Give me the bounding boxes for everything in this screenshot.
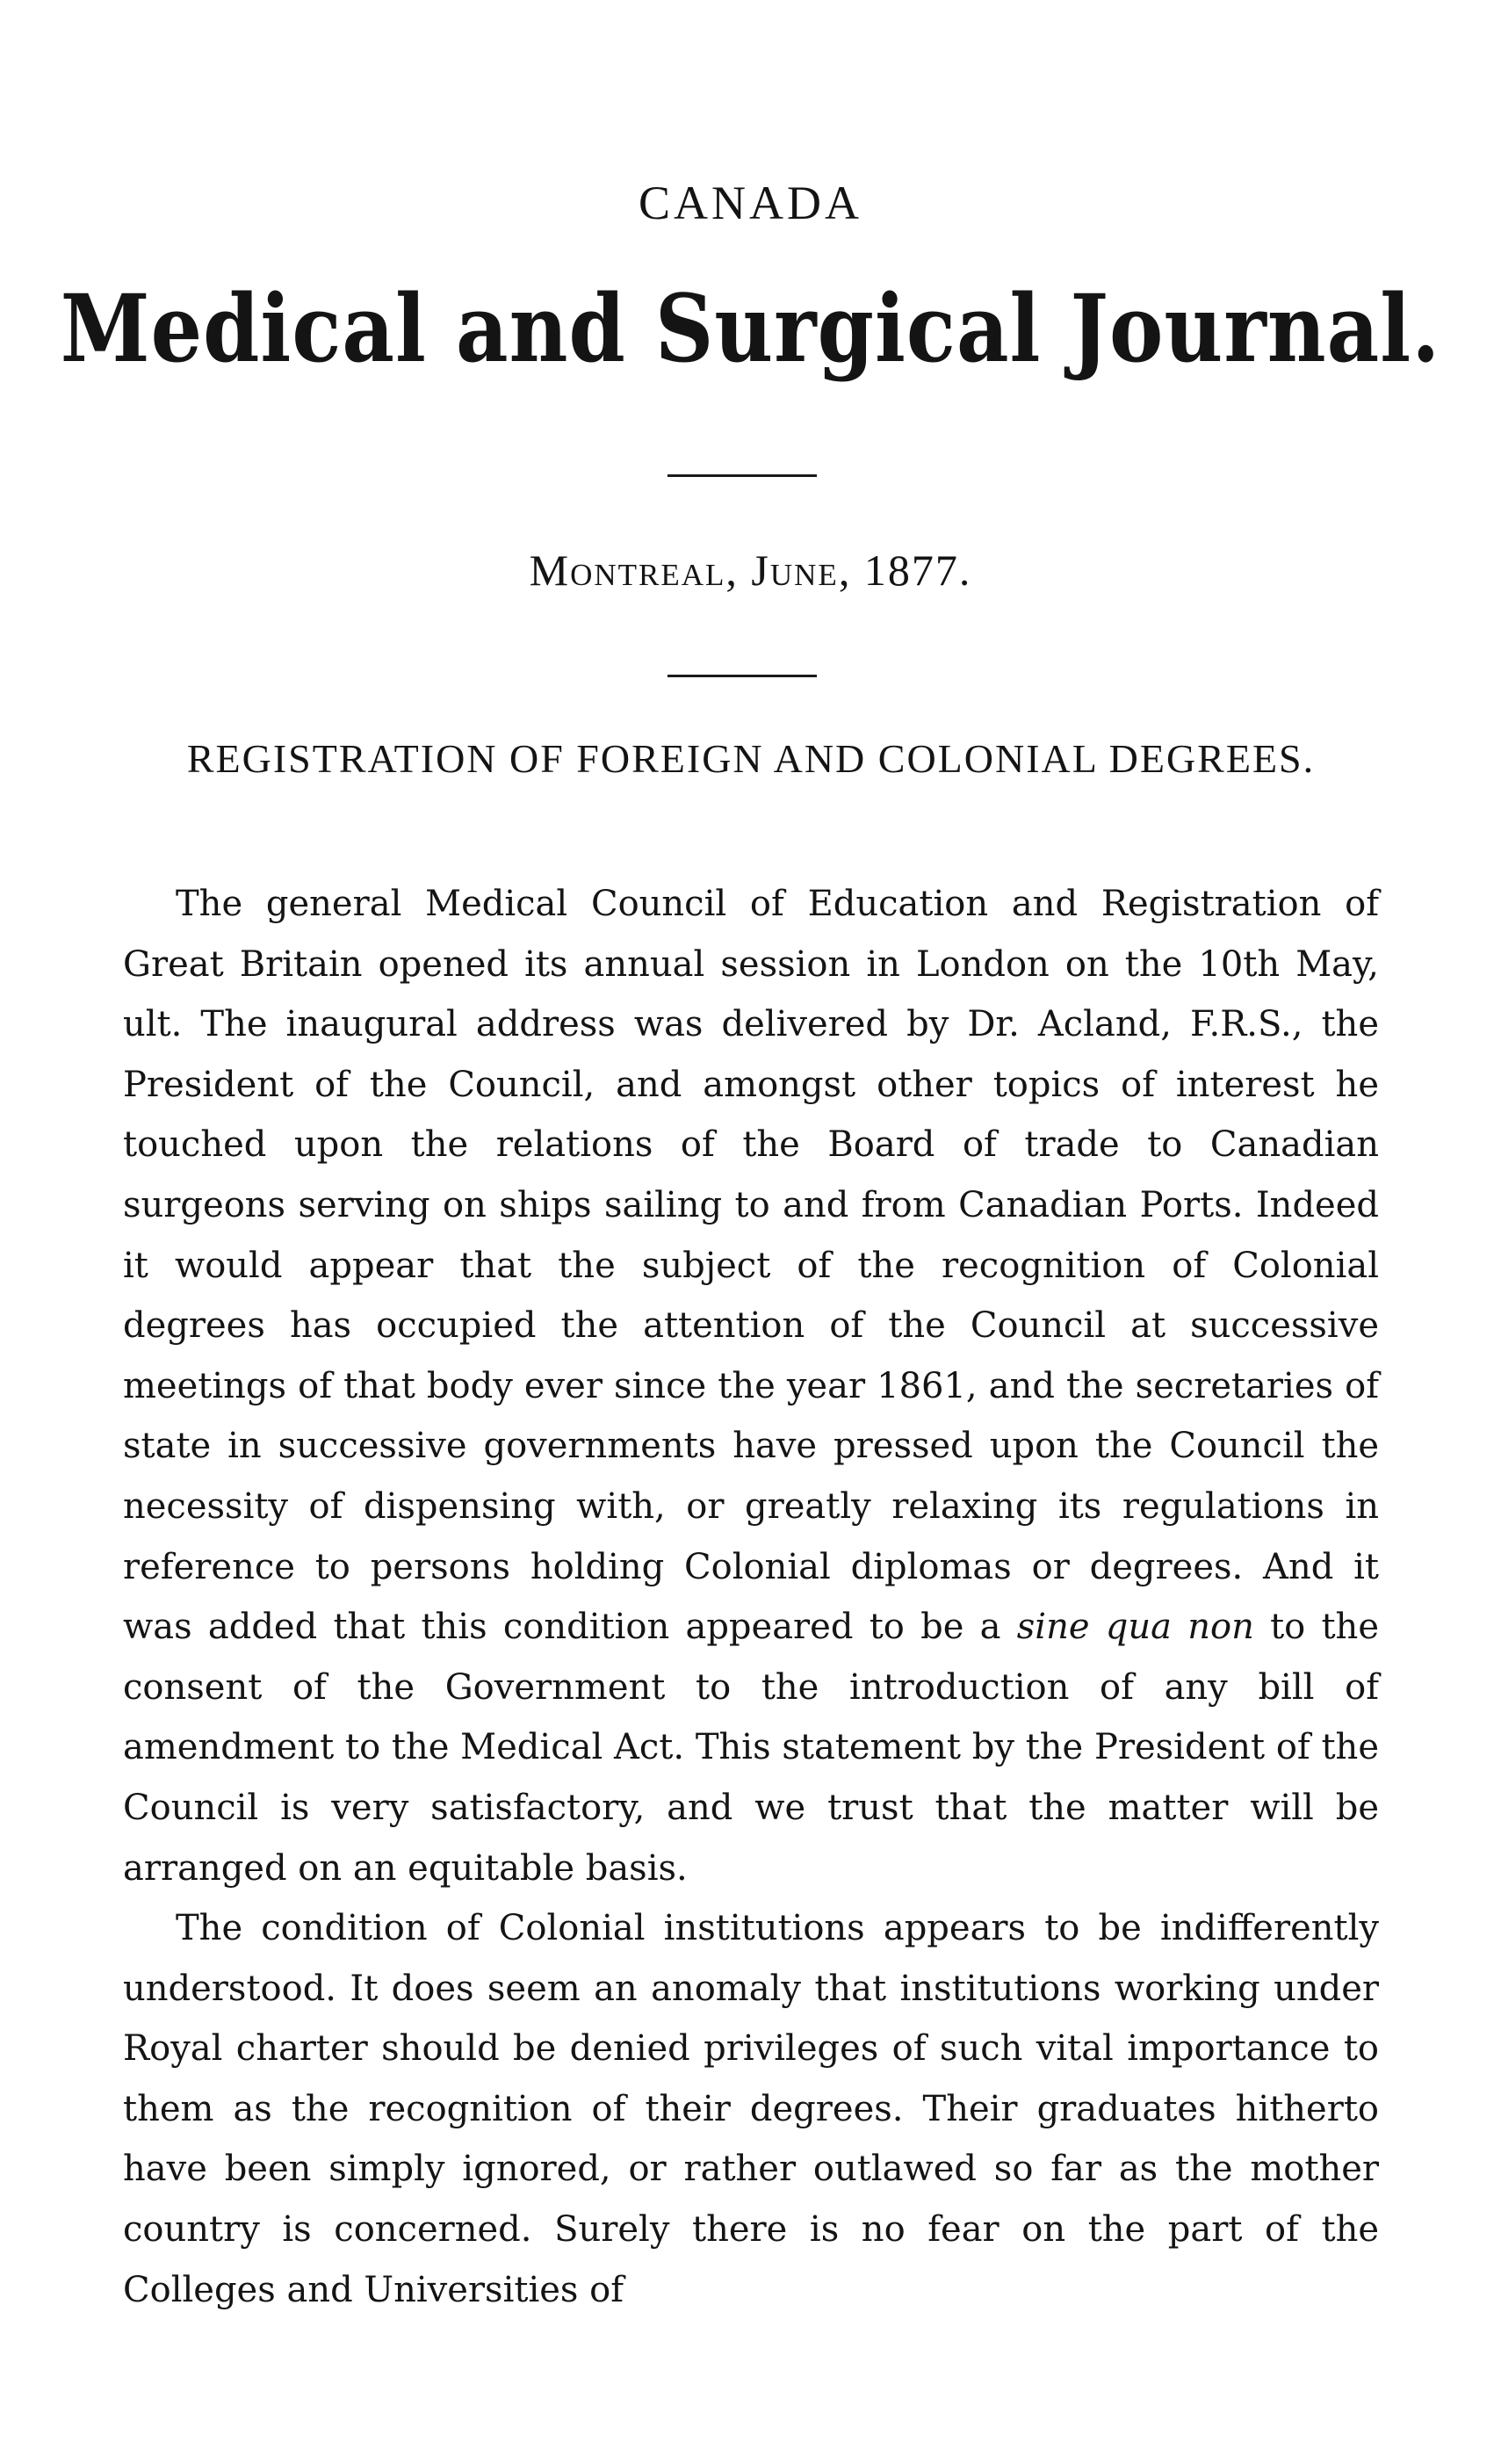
paragraph-text: The general Medical Council of Education and Registration of Great Britain opened its annual session in London on the 10th May, ult. The inaugural address was delivered by Dr. Acland, F.R.S., the President of the Council, and amongst other topics of interest he touched upon the relations of the Board of trade to Canadian surgeons serving on ships sailing to and from Canadian Ports. Indeed it would appear that the subject of the recognition of Colonial degrees has occupied the attention of the Council at successive meetings of that body ever since the year 1861, and the secretaries of state in successive governments have pressed upon the Council the necessity of dispensing with, or greatly relaxing its regulations in reference to persons holding Colonial diplomas or degrees. And it was added that this condition appeared to be a xyxy=(123,884,1379,1648)
masthead-country: CANADA xyxy=(638,177,862,229)
journal-title: Medical and Surgical Journal. xyxy=(60,273,1441,384)
paragraph-text: to the consent of the Government to the introduction of any bill of amendment to the Medical Act. This statement by the President of the Council is very satisfactory, and we trust that the matter will be arranged on an equitable basis. xyxy=(123,1607,1379,1889)
article-headline: REGISTRATION OF FOREIGN AND COLONIAL DEGREES. xyxy=(186,736,1316,781)
article-paragraph xyxy=(123,874,1379,1898)
italic-phrase: sine qua non xyxy=(1016,1607,1254,1648)
dateline: Montreal, June, 1877. xyxy=(529,546,972,595)
divider-rule-bottom xyxy=(668,675,817,677)
article-body xyxy=(123,874,1379,2320)
article-paragraph: The condition of Colonial institutions appears to be indifferently understood. It does seem an anomaly that institutions working under Royal charter should be denied privileges of such vital importance to them as the recognition of their degrees. Their graduates hitherto have been simply ignored, or rather outlawed so far as the mother country is concerned. Surely there is no fear on the part of the Colleges and Universities of xyxy=(123,1908,1379,2310)
divider-rule-top xyxy=(668,474,817,477)
